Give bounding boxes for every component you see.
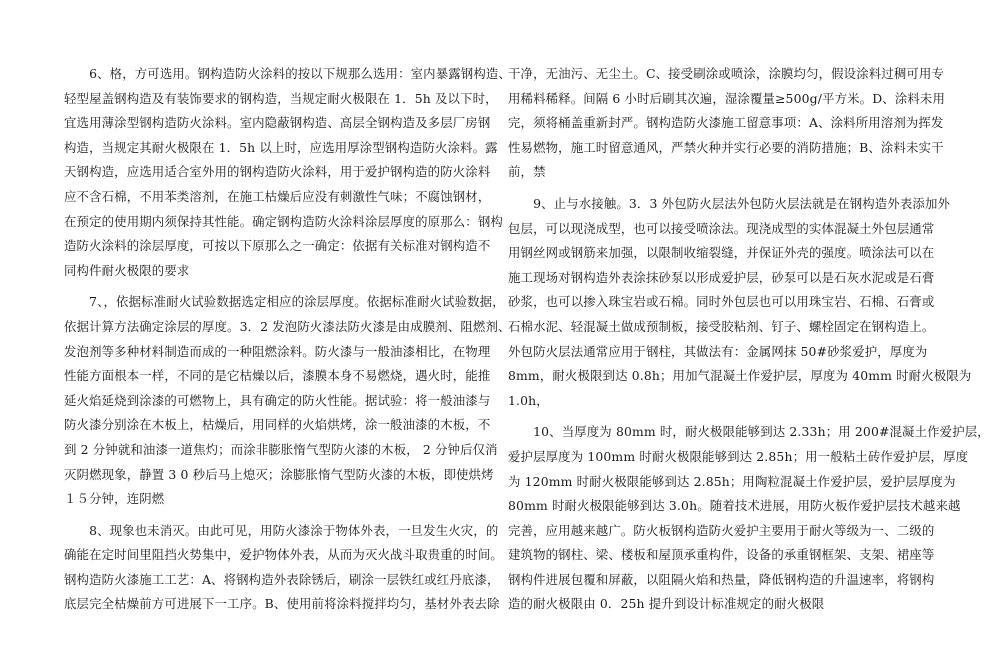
text-line: 施工现场对钢构造外表涂抹砂泵以形成爱护层，砂泵可以是石灰水泥或是石膏 [508, 269, 935, 285]
paragraph [64, 519, 503, 617]
text-line: 构造，当规定其耐火极限在 1．5h 以上时，应选用厚涂型钢构造防火涂料。露 [64, 139, 498, 155]
text-line: 9、止与水接触。3．3 外包防火层法外包防火层法就是在钢构造外表添加外 [508, 195, 951, 211]
text-line: 天钢构造，应选用适合室外用的钢构造防火涂料，用于爱护钢构造的防火涂料 [64, 164, 491, 180]
text-line: 发泡剂等多种材料制造而成的一种阻燃涂料。防火漆与一般油漆相比，在物理 [64, 343, 491, 359]
text-line: 钢构件进展包覆和屏蔽，以阻隔火焰和热量，降低钢构造的升温速率，将钢构 [508, 571, 935, 587]
text-line: 防火漆分别涂在木板上，枯燥后，用同样的火焰烘烤，涂一般油漆的木板，不 [64, 417, 491, 433]
text-line: 干净，无油污、无尘土。C、接受刷涂或喷涂，涂膜均匀，假设涂料过稠可用专 [508, 66, 945, 81]
text-line: 石棉水泥、轻混凝土做成预制板，接受胶粘剂、钉子、螺栓固定在钢构造上。 [508, 318, 935, 334]
text-line: 完，须将桶盖重新封严。钢构造防火漆施工留意事项：A、涂料所用溶剂为挥发 [508, 115, 944, 131]
text-line: １５分钟，连阴燃 [64, 491, 165, 507]
text-line: 8mm，耐火极限到达 0.8h；用加气混凝土作爱护层，厚度为 40mm 时耐火极限为 [508, 368, 972, 384]
text-line: 底层完全枯燥前方可进展下一工序。B、使用前将涂料搅拌均匀，基材外表去除 [64, 596, 500, 612]
text-line: 在预定的使用期内须保持其性能。确定钢构造防火涂料涂层厚度的原那么：钢构 [64, 213, 503, 229]
paragraph [508, 192, 972, 413]
paragraph-gap [508, 185, 906, 192]
text-line: 到 2 分钟就和油漆一道焦灼；而涂非膨胀惰气型防火漆的木板， 2 分钟后仅消 [64, 441, 498, 457]
text-line: 钢构造防火漆施工工艺：A、将钢构造外表除锈后，刷涂一层铁红或红丹底漆， [64, 571, 500, 587]
text-line: 同构件耐火极限的要求 [64, 262, 190, 278]
text-line: 6、格，方可选用。钢构造防火涂料的按以下规那么选用：室内暴露钢构造、 [64, 66, 511, 81]
left-column [64, 62, 511, 617]
text-line: 1.0h， [508, 392, 549, 408]
text-line: 80mm 时耐火极限能够到达 3.0h。随着技术进展，用防火板作爱护层技术越来越 [508, 498, 961, 514]
paragraph-gap [64, 512, 464, 519]
text-line: 依据计算方法确定涂层的厚度。3．2 发泡防火漆法防火漆是由成膜剂、阻燃剂、 [64, 318, 511, 334]
text-line: 确能在定时间里阻挡火势集中，爱护物体外表，从而为灭火战斗取贵重的时间。 [64, 547, 503, 563]
text-line: 性易燃物，施工时留意通风，严禁火种并实行必要的消防措施；B、涂料未实干 [508, 139, 944, 155]
text-line: 造防火涂料的涂层厚度，可按以下原那么之一确定：依据有关标准对钢构造不 [64, 238, 491, 254]
text-line: 宜选用薄涂型钢构造防火涂料。室内隐蔽钢构造、高层全钢构造及多层厂房钢 [64, 115, 491, 131]
text-line: 应不含石棉，不用苯类溶剂，在施工枯燥后应没有刺激性气味；不腐蚀钢材， [64, 188, 491, 204]
text-line: 7、，依据标准耐火试验数据选定相应的涂层厚度。依据标准耐火试验数据， [64, 294, 505, 310]
right-column [508, 62, 990, 617]
paragraph [508, 62, 946, 185]
text-line: 前，禁 [508, 164, 546, 180]
text-line: 爱护层厚度为 100mm 时耐火极限能够到达 2.85h；用一般粘土砖作爱护层，厚度 [508, 448, 969, 464]
text-line: 为 120mm 时耐火极限能够到达 2.85h；用陶粒混凝土作爱护层，爱护层厚度为 [508, 473, 956, 489]
text-line: 包层，可以现浇成型，也可以接受喷涂法。现浇成型的实体混凝土外包层通常 [508, 220, 935, 236]
text-line: 延火焰延烧到涂漆的可燃物上，具有确定的防火性能。据试验：将一般油漆与 [64, 392, 491, 408]
paragraph [64, 290, 511, 511]
text-line: 灭阴燃现象，静置 3 0 秒后马上熄灭；涂膨胀惰气型防火漆的木板，即使烘烤 [64, 466, 494, 482]
text-line: 性能方面根本一样，不同的是它枯燥以后，漆膜本身不易燃烧，遇火时，能推 [64, 368, 491, 384]
text-line: 造的耐火极限由 0．25h 提升到设计标准规定的耐火极限 [508, 596, 825, 612]
text-line: 轻型屋盖钢构造及有装饰要求的钢构造，当规定耐火极限在 1．5h 及以下时， [64, 90, 498, 106]
text-line: 8、现象也未消灭。由此可见，用防火漆涂于物体外表，一旦发生火灾，的 [64, 522, 499, 538]
paragraph-gap [64, 283, 464, 290]
text-line: 建筑物的钢柱、梁、楼板和屋顶承重构件，设备的承重钢框架、支架、裙座等 [508, 547, 935, 563]
paragraph [508, 420, 990, 617]
text-line: 完善，应用越来越广。防火板钢构造防火爱护主要用于耐火等级为一、二级的 [508, 522, 935, 538]
text-line: 砂浆，也可以掺入珠宝岩或石棉。同时外包层也可以用珠宝岩、石棉、石膏或 [508, 294, 935, 310]
text-line: 外包防火层法通常应用于钢柱，其做法有：金属网抹 50#砂浆爱护，厚度为 [508, 343, 928, 359]
text-line: 用稀料稀释。间隔 6 小时后刷其次遍，湿涂覆量≥500g/平方米。D、涂料未用 [508, 90, 946, 106]
paragraph [64, 62, 511, 283]
text-line: 用钢丝网或钢筋来加强，以限制收缩裂缝，并保证外壳的强度。喷涂法可以在 [508, 245, 935, 261]
paragraph-gap [508, 413, 906, 420]
text-line: 10、当厚度为 80mm 时，耐火极限能够到达 2.33h；用 200#混凝土作爱护层， [508, 424, 990, 440]
